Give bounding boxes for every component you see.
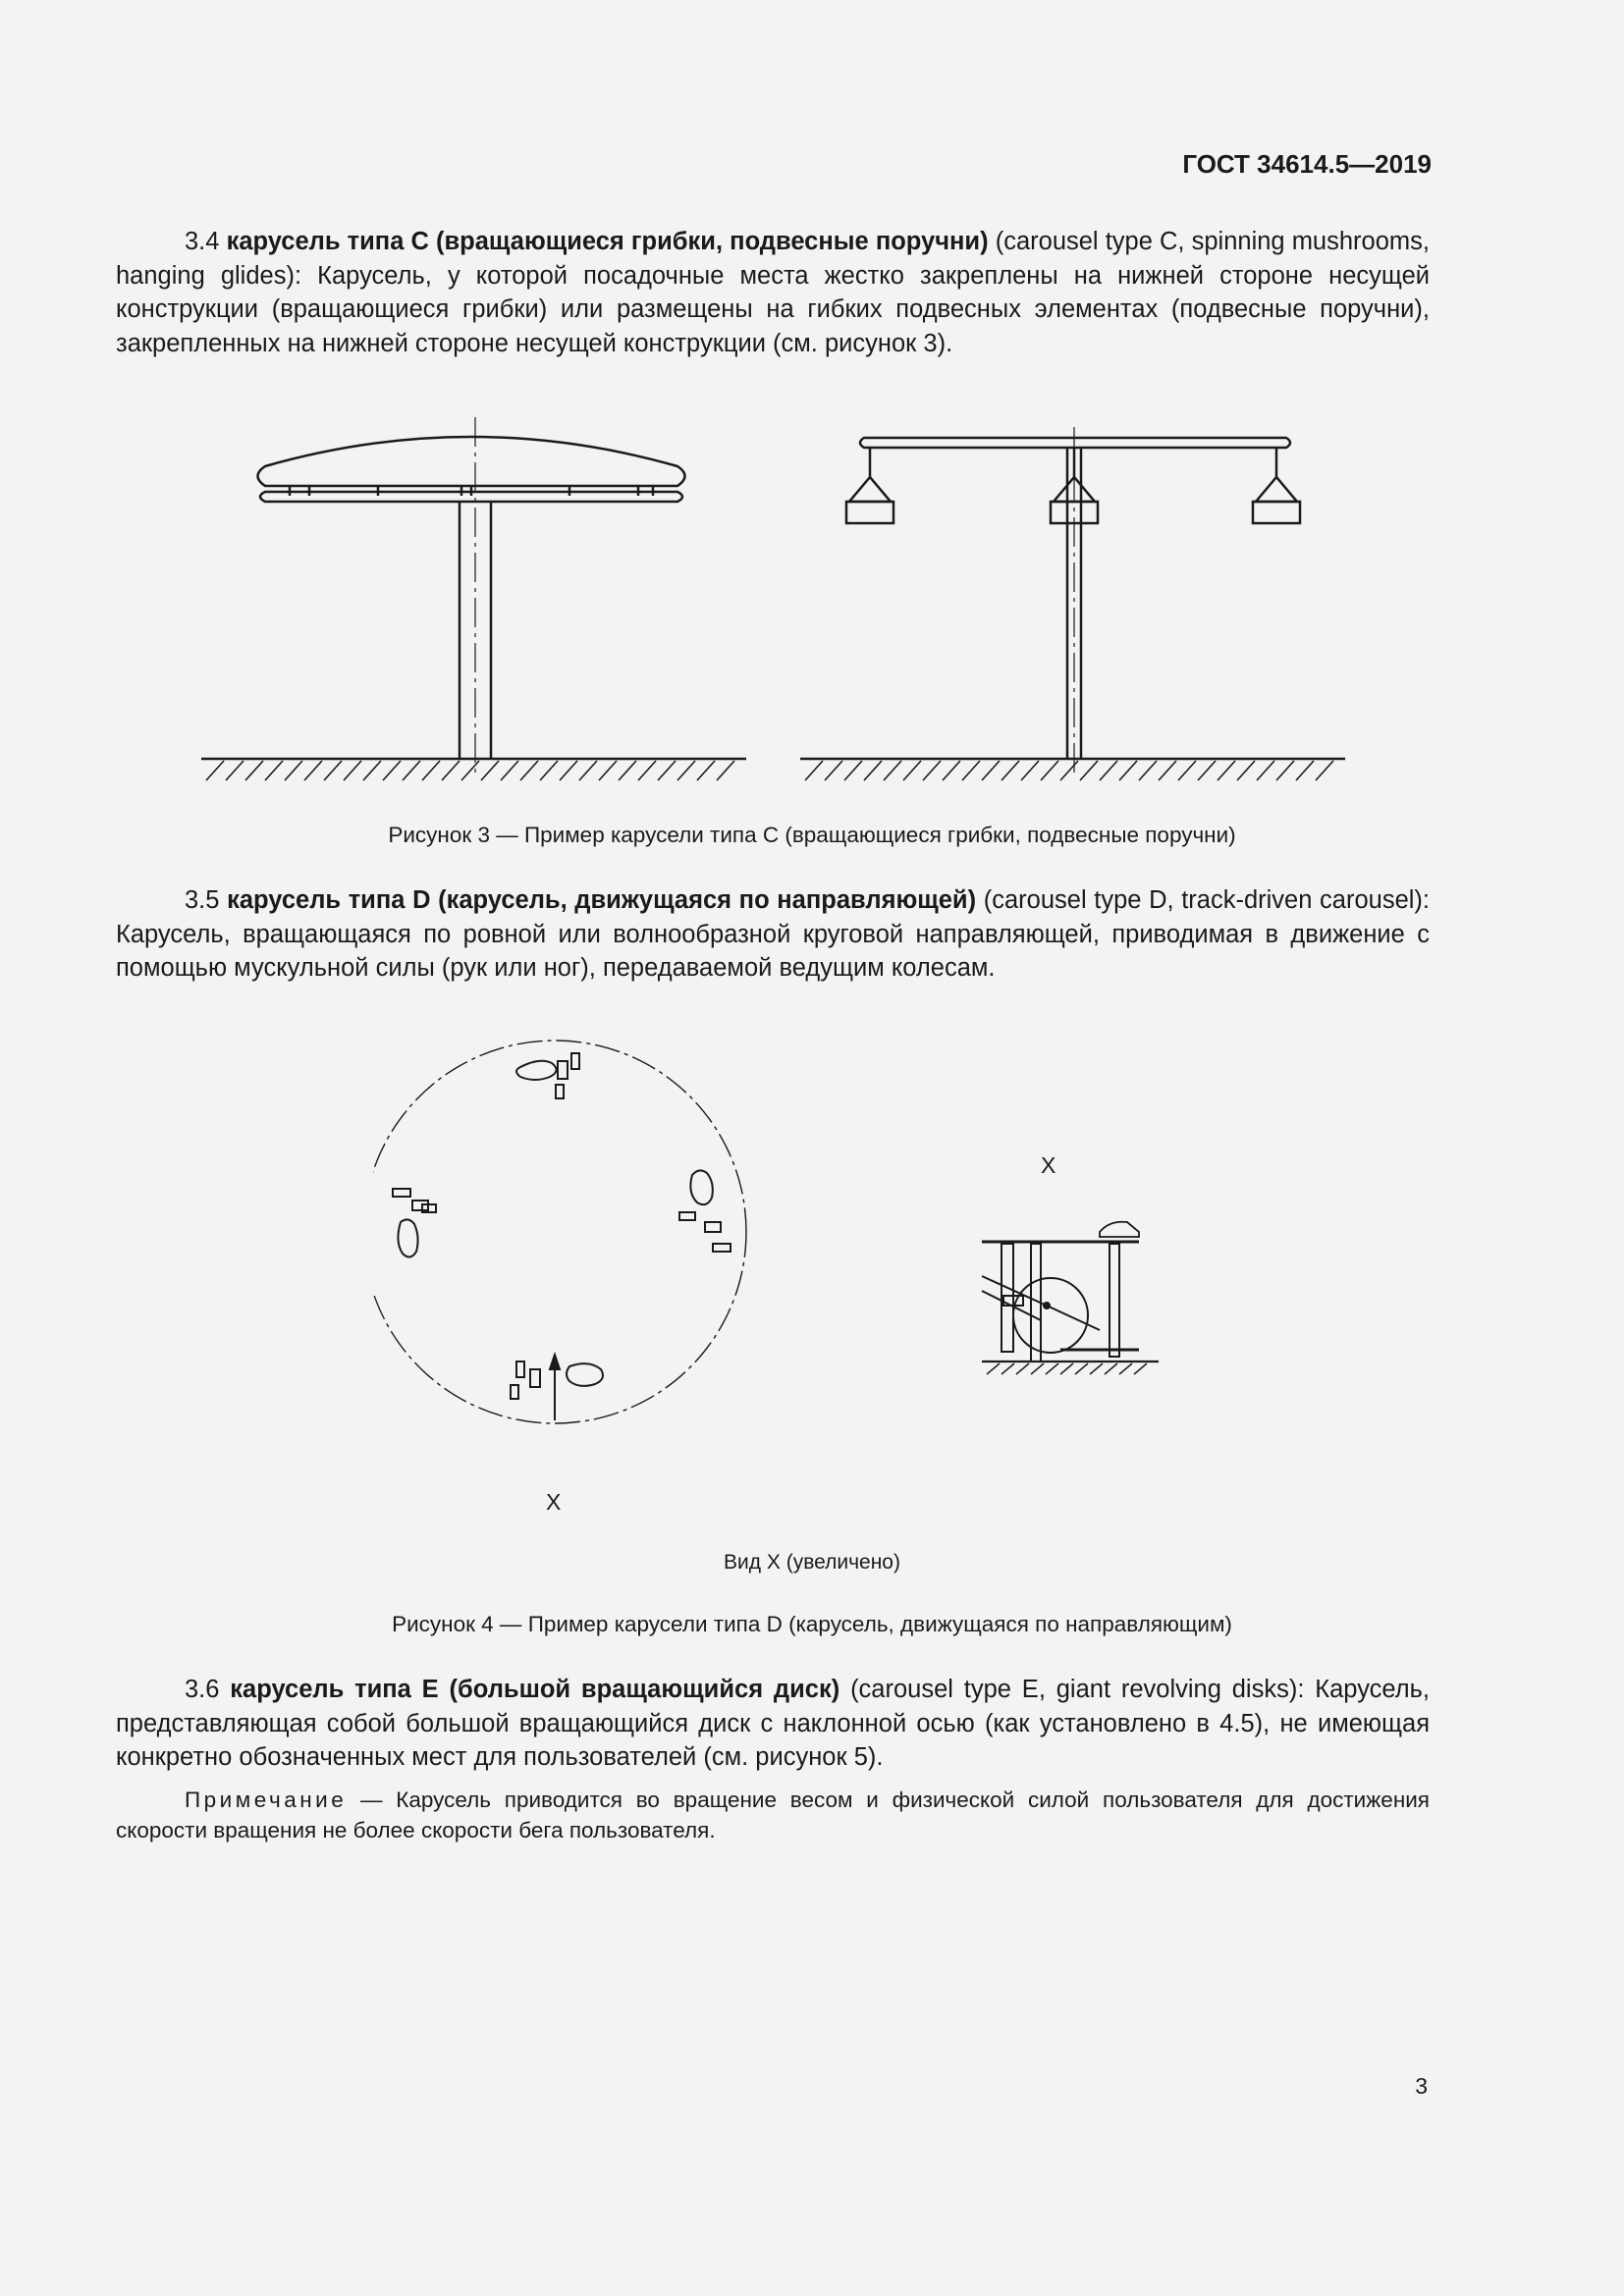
section-term: карусель типа С (вращающиеся грибки, подвесные поручни)	[226, 228, 989, 255]
view-x-caption: Вид X (увеличено)	[724, 1551, 900, 1574]
section-term: карусель типа Е (большой вращающийся диск)	[230, 1676, 840, 1703]
document-header: ГОСТ 34614.5—2019	[1182, 149, 1432, 179]
section-text: Карусель, у которой посадочные места жестко закреплены на нижней стороне несущей конструкции (вращающиеся грибки) или размещены на гибких подвесных элементах (подвесные поручни), закрепленных на нижней стороне несущей конструкции (см. рисунок 3).	[116, 261, 1431, 357]
view-x-detail	[982, 1222, 1159, 1374]
section-3-4	[116, 225, 1430, 360]
hanging-glides-carousel	[800, 427, 1345, 780]
section-number: 3.5	[185, 886, 220, 914]
arrow-x-label: X	[546, 1489, 562, 1515]
view-x-label: X	[1041, 1152, 1056, 1178]
note-text: — Карусель приводится во вращение весом и физической силой пользователя для достижения скорости вращения не более скорости бега пользователя.	[116, 1788, 1430, 1842]
section-3-6	[116, 1673, 1430, 1775]
section-english: (carousel type D, track-driven carousel):	[983, 886, 1430, 914]
circular-track	[373, 1041, 746, 1423]
section-term: карусель типа D (карусель, движущаяся по направляющей)	[227, 886, 977, 914]
section-text: Карусель, вращающаяся по ровной или волнообразной круговой направляющей, приводимая в движение с помощью мускульной силы (рук или ног), передаваемой ведущим колесам.	[116, 920, 1430, 982]
section-english: (carousel type С, spinning mushrooms, hanging glides):	[116, 228, 1430, 290]
mushroom-carousel	[201, 417, 746, 780]
section-3-5	[116, 883, 1430, 986]
figure-4-caption: Рисунок 4 — Пример карусели типа D (карусель, движущаяся по направляющим)	[392, 1612, 1232, 1636]
note-label: Примечание	[185, 1788, 348, 1812]
page-number: 3	[1415, 2073, 1428, 2099]
section-text: Карусель, представляющая собой большой вращающийся диск с наклонной осью (как установлено в 4.5), не имеющая конкретно обозначенных мест для пользователей (см. рисунок 5).	[116, 1676, 1430, 1771]
figure-3-caption: Рисунок 3 — Пример карусели типа С (вращающиеся грибки, подвесные поручни)	[388, 823, 1236, 847]
section-number: 3.4	[185, 228, 220, 255]
figure-4-drawing	[373, 1036, 1237, 1448]
section-english: (carousel type E, giant revolving disks):	[850, 1676, 1305, 1703]
section-number: 3.6	[185, 1676, 220, 1703]
note	[116, 1785, 1430, 1845]
view-direction-arrow	[550, 1355, 560, 1420]
figure-3-drawing	[196, 417, 1355, 790]
